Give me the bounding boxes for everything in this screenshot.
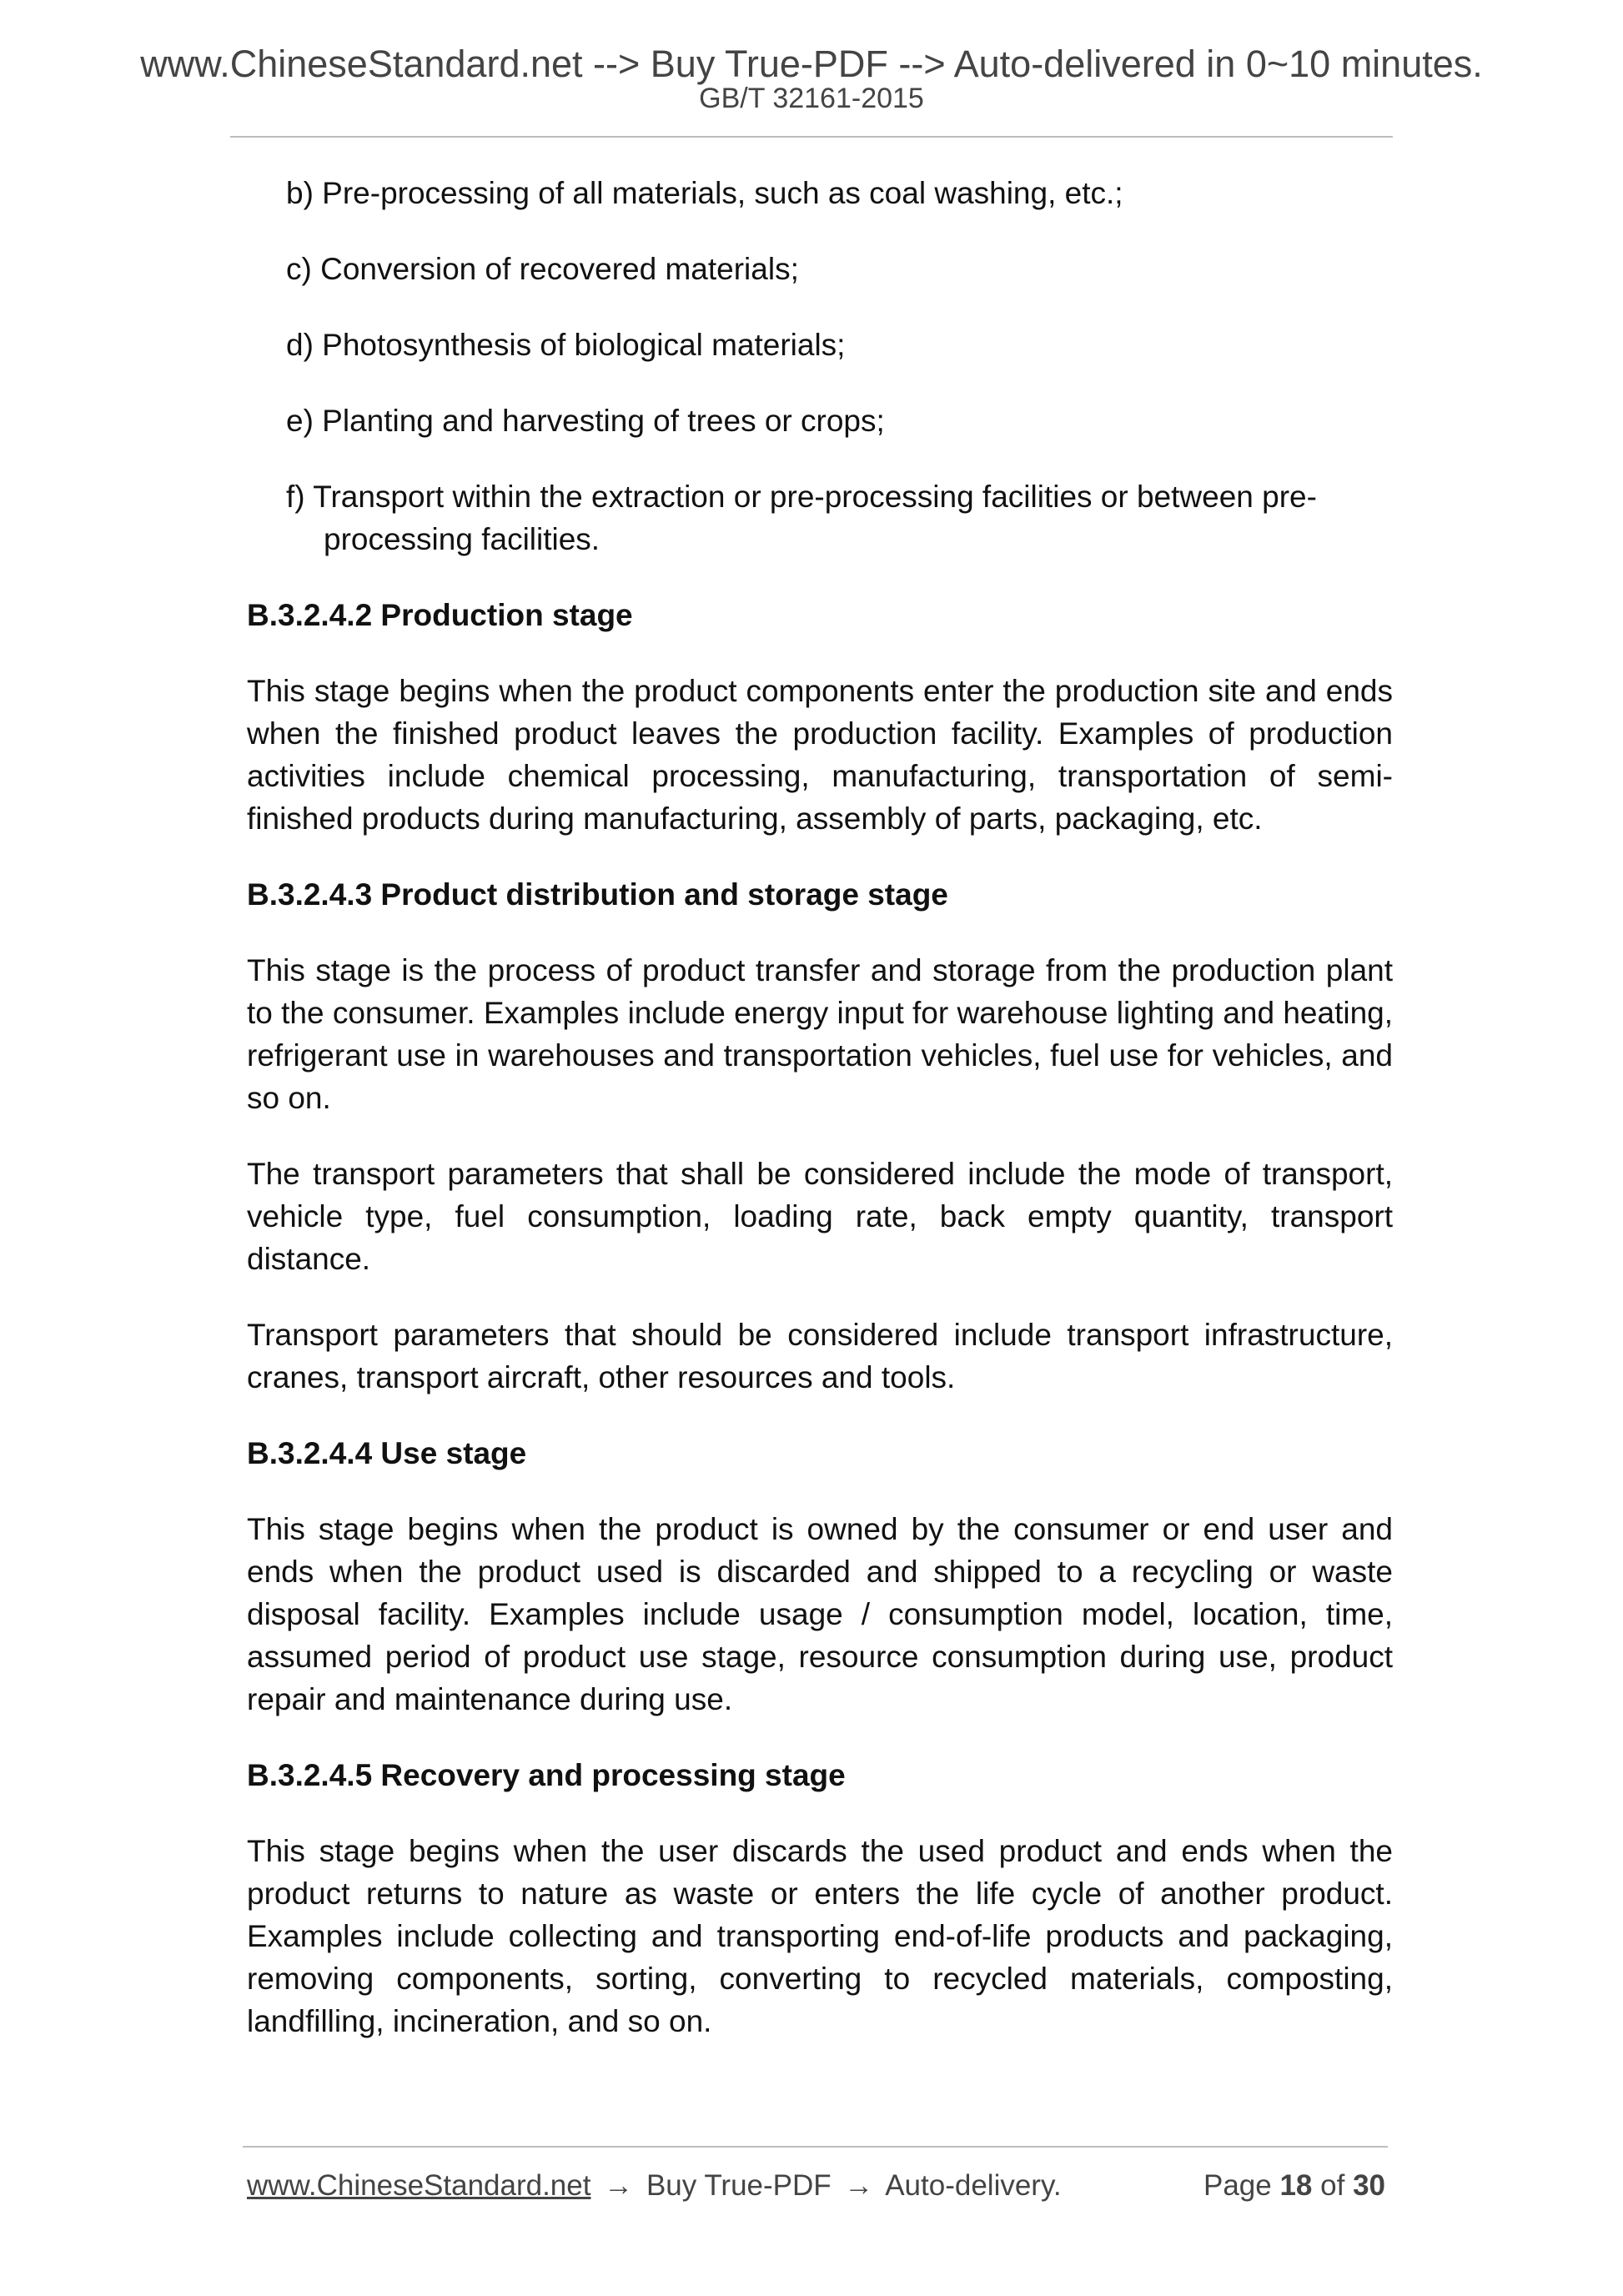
paragraph-use: This stage begins when the product is owned by the consumer or end user and ends when the product used is discarded and shipped to a recycling or waste disposal facility. Examples include usage / consumption model, location, time, assumed period of product use stage, resource consumption during use, product repair and maintenance during use.	[247, 1512, 1393, 1716]
top-banner: www.ChineseStandard.net --> Buy True-PDF --> Auto-delivered in 0~10 minutes.	[140, 43, 1483, 85]
section-heading-recovery: B.3.2.4.5 Recovery and processing stage	[247, 1758, 846, 1792]
list-item: b) Pre-processing of all materials, such as coal washing, etc.;	[286, 176, 1123, 210]
page-indicator	[1203, 2171, 1385, 2200]
page-footer	[247, 2171, 1385, 2200]
paragraph-production: This stage begins when the product components enter the production site and ends when the finished product leaves the production facility. Examples of production activities include chemical processing, manufacturing, transportation of semi-finished products during manufacturing, assembly of parts, packaging, etc.	[247, 674, 1393, 836]
arrow-right-icon: →	[844, 2169, 874, 2202]
arrow-right-icon: →	[604, 2169, 634, 2202]
paragraph-distribution-3: Transport parameters that should be considered include transport infrastructure, cranes, transport aircraft, other resources and tools.	[247, 1318, 1393, 1394]
list-item: e) Planting and harvesting of trees or crops;	[286, 404, 885, 438]
footer-site-link[interactable]: www.ChineseStandard.net	[247, 2169, 591, 2202]
page-label: Page	[1203, 2169, 1272, 2202]
document-code: GB/T 32161-2015	[699, 83, 924, 114]
list-item: d) Photosynthesis of biological materials;	[286, 328, 846, 362]
footer-divider	[243, 2146, 1388, 2148]
page-content	[247, 172, 1393, 2076]
section-heading-distribution: B.3.2.4.3 Product distribution and storage stage	[247, 877, 948, 912]
paragraph-recovery: This stage begins when the user discards the used product and ends when the product returns to nature as waste or enters the life cycle of another product. Examples include collecting and transporting end-of-life products and packaging, removing components, sorting, converting to recycled materials, composting, landfilling, incineration, and so on.	[247, 1834, 1393, 2038]
paragraph-distribution-1: This stage is the process of product transfer and storage from the production plant to the consumer. Examples include energy input for warehouse lighting and heating, refrigerant use in warehouses and transportation vehicles, fuel use for vehicles, and so on.	[247, 953, 1393, 1115]
footer-buy-text: Buy True-PDF	[646, 2169, 832, 2202]
footer-delivery-text: Auto-delivery.	[885, 2169, 1062, 2202]
list-item: c) Conversion of recovered materials;	[286, 252, 799, 286]
of-label: of	[1320, 2169, 1345, 2202]
total-pages: 30	[1353, 2169, 1385, 2202]
paragraph-distribution-2: The transport parameters that shall be considered include the mode of transport, vehicle type, fuel consumption, loading rate, back empty quantity, transport distance.	[247, 1157, 1393, 1276]
header-divider	[230, 136, 1393, 138]
section-heading-production: B.3.2.4.2 Production stage	[247, 598, 633, 632]
section-heading-use: B.3.2.4.4 Use stage	[247, 1436, 527, 1470]
page-number: 18	[1279, 2169, 1313, 2202]
list-item: f) Transport within the extraction or pre-processing facilities or between pre-processing facilities.	[286, 480, 1317, 556]
